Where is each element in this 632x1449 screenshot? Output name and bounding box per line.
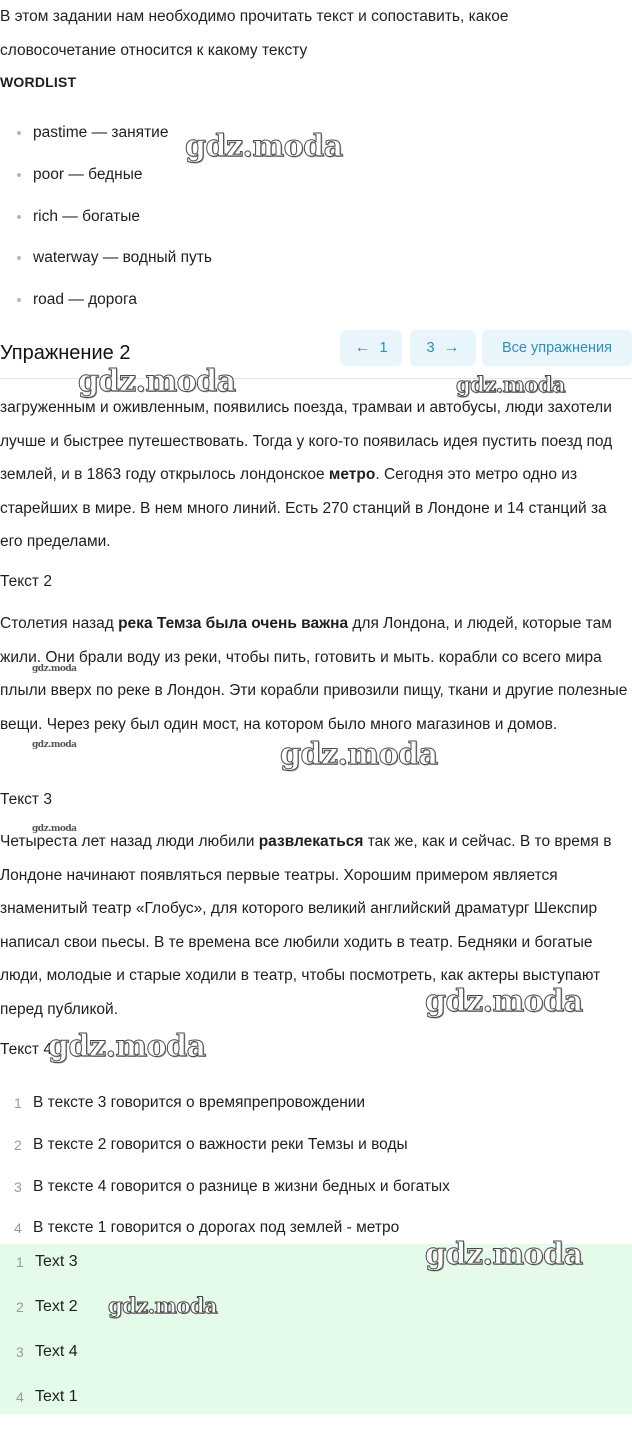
text1-part2: . Сегодня это метро одно из старейших в мире. В нем много линий. Есть 270 станций в Лондоне и 14 станций за его пределами. — [0, 466, 607, 551]
wordlist-item: rich — богатые — [0, 196, 212, 238]
item-number: 4 — [14, 1220, 22, 1237]
text3-paragraph — [0, 825, 628, 1027]
text3-bold: развлекаться — [258, 833, 364, 850]
answer-item — [0, 1379, 632, 1424]
answer-number: 4 — [16, 1389, 24, 1405]
wordlist-item: waterway — водный путь — [0, 237, 212, 279]
text4-label: Текст 4 — [0, 1041, 52, 1058]
watermark-logo: gdz.moda — [425, 984, 583, 1019]
wordlist — [0, 112, 212, 321]
text2-part2: для Лондона, и людей, которые там жили. Они брали воду из реки, чтобы пить, готовить и мыть. корабли со всего мира плыли вверх по реке в Лондон. Эти корабли привозили пищу, ткани и другие полезные вещи. Через реку был один мост, на котором было много магазинов и домов. — [0, 615, 628, 733]
list-item — [0, 1170, 632, 1212]
answer-text: Text 3 — [35, 1253, 78, 1270]
text1-bold: метро — [328, 466, 376, 484]
watermark-logo: gdz.moda — [32, 740, 77, 750]
item-number: 2 — [14, 1136, 22, 1153]
watermark-logo: gdz.moda — [48, 1029, 206, 1064]
list-item — [0, 1128, 632, 1170]
watermark-logo: gdz.moda — [185, 129, 343, 164]
prev-exercise-button[interactable] — [340, 330, 402, 366]
text2-part1: Столетия назад — [0, 615, 119, 632]
text2-label: Текст 2 — [0, 573, 52, 590]
answers-list — [0, 1244, 632, 1414]
watermark-logo: gdz.moda — [280, 737, 438, 772]
item-text: В тексте 2 говорится о важности реки Темзы и воды — [33, 1135, 408, 1153]
wordlist-item: road — дорога — [0, 279, 212, 321]
answer-number: 1 — [16, 1254, 24, 1270]
answer-number: 2 — [16, 1299, 24, 1315]
wordlist-item: pastime — занятие — [0, 112, 212, 154]
wordlist-item: poor — бедные — [0, 154, 212, 196]
answer-number: 3 — [16, 1344, 24, 1360]
text3-part2: так же, как и сейчас. В то время в Лондоне начинают появляться первые театры. Хорошим примером является знаменитый театр «Глобус», для которого великий английский драматург Шекспир написал свои пьесы. В те времена все любили ходить в театр. Бедняки и богатые люди, молодые и старые ходили в театр, чтобы посмотреть, как актеры выступают перед публикой. — [0, 833, 612, 1018]
answer-item — [0, 1289, 632, 1334]
item-number: 1 — [14, 1095, 22, 1111]
answer-text: Text 2 — [35, 1298, 78, 1315]
item-text: В тексте 4 говорится о разнице в жизни бедных и богатых — [33, 1177, 450, 1195]
statements-list — [0, 1086, 632, 1253]
watermark-logo: gdz.moda — [108, 1293, 218, 1318]
watermark-logo: gdz.moda — [425, 1237, 583, 1272]
watermark-logo: gdz.moda — [32, 664, 77, 674]
text3-part1: Четыреста лет назад люди любили — [0, 833, 259, 850]
next-exercise-label: 3 — [426, 340, 435, 356]
item-number: 3 — [14, 1178, 22, 1195]
text1-part1: загруженным и оживленным, появились поезда, трамваи и автобусы, люди захотели лучше и быстрее путешествовать. Тогда у кого-то появилась идея пустить поезд под землей, и в 1863 году открылось лондонское — [0, 399, 613, 484]
list-item — [0, 1086, 632, 1128]
arrow-right-icon: → — [443, 339, 460, 356]
exercise-header — [0, 329, 632, 379]
answer-text: Text 1 — [35, 1388, 78, 1405]
answer-item — [0, 1334, 632, 1379]
watermark-logo: gdz.moda — [456, 372, 566, 397]
text2-bold: река Темза была очень важна — [118, 615, 349, 632]
watermark-logo: gdz.moda — [78, 364, 236, 399]
item-text: В тексте 1 говорится о дорогах под землей - метро — [33, 1219, 400, 1237]
answer-text: Text 4 — [35, 1343, 78, 1360]
text3-label: Текст 3 — [0, 791, 52, 808]
text2-paragraph — [0, 607, 628, 741]
exercise-title: Упражнение 2 — [0, 342, 131, 364]
wordlist-title: WORDLIST — [0, 74, 77, 90]
all-exercises-button[interactable]: Все упражнения — [482, 330, 632, 366]
prev-exercise-label: 1 — [379, 340, 388, 356]
item-text: В тексте 3 говорится о времяпрепровождении — [33, 1094, 366, 1111]
intro-text: В этом задании нам необходимо прочитать текст и сопоставить, какое словосочетание относится к какому тексту — [0, 8, 509, 59]
watermark-logo: gdz.moda — [32, 824, 77, 834]
answer-item — [0, 1244, 632, 1289]
arrow-left-icon: ← — [354, 339, 371, 356]
next-exercise-button[interactable] — [410, 330, 476, 366]
text1-paragraph — [0, 391, 628, 559]
